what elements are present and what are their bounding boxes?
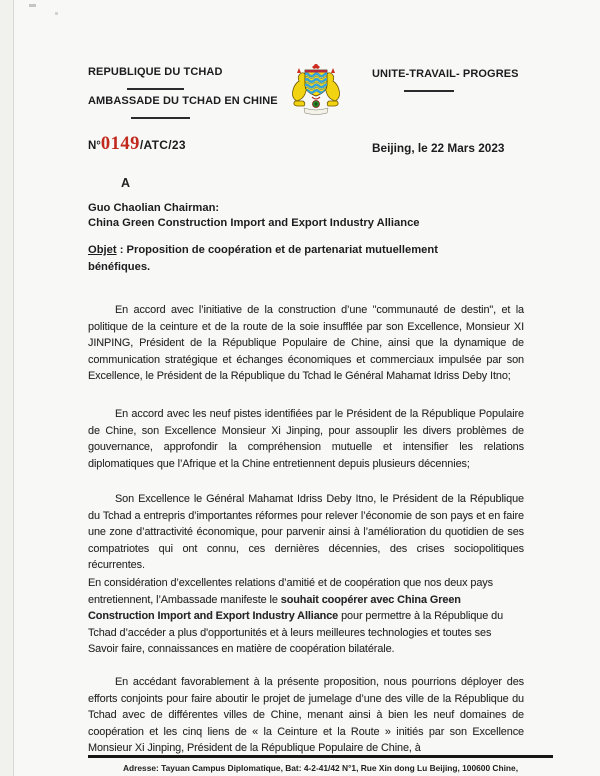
body-paragraph-5: En accédant favorablement à la présente proposition, nous pourrions déployer des efforts conjoints pour faire aboutir le projet de jumelage d’une des ville de la République du Tchad avec de différentes villes de Chine, menant ainsi à bien les neuf domaines de coopération et les cinq liens de « la Ceinture et la Route » initiés par son Excellence Monsieur Xi Jinping, Président de la République Populaire de Chine, à xyxy=(88,676,524,755)
subject-text-line2: bénéfiques. xyxy=(88,260,151,273)
footer-address: Adresse: Tayuan Campus Diplomatique, Bat: 4-2-41/42 N°1, Rue Xin dong Lu Beijing, 100600 Chine, xyxy=(122,763,519,773)
paragraph-bold-text: souhait coopérer avec China Green Construction Import and Export Industry Alliance xyxy=(88,593,461,623)
date-line: Beijing, le 22 Mars 2023 xyxy=(372,141,505,155)
header-motto: UNITE-TRAVAIL- PROGRES xyxy=(372,68,519,80)
header-divider xyxy=(404,90,454,92)
reference-prefix: N° xyxy=(88,140,101,152)
recipient-organization: China Green Construction Import and Export Industry Alliance xyxy=(88,217,420,229)
body-paragraph-4 xyxy=(88,575,516,658)
subject-label: Objet xyxy=(88,244,117,256)
scan-edge-strip xyxy=(0,0,13,776)
footer-rule xyxy=(88,755,553,758)
body-paragraph-1: En accord avec l’initiative de la construction d’une "communauté de destin", et la politique de la ceinture et de la route de la soie insufflée par son Excellence, Monsieur XI JINPING, Président de la République Populaire de Chine, ainsi que la dynamique de communication stratégique et échanges économiques et commerciaux impulsée par son Excellence, le Président de la République du Tchad le Général Mahamat Idriss Deby Itno; xyxy=(88,304,524,383)
subject-text: : Proposition de coopération et de partenariat mutuellement xyxy=(116,244,438,256)
reference-number xyxy=(88,135,186,154)
header-office: AMBASSADE DU TCHAD EN CHINE xyxy=(88,95,278,107)
reference-stamped-number: 0149 xyxy=(100,134,140,154)
chad-coat-of-arms-icon xyxy=(282,59,350,118)
body-paragraph-2: En accord avec les neuf pistes identifiées par le Président de la République Populaire de Chine, son Excellence Monsieur Xi Jinping, pour assouplir les divers problèmes de gouvernance, approfondir la compréhension mutuelle et intensifier les relations diplomatiques que l’Afrique et la Chine entretiennent depuis plusieurs décennies; xyxy=(88,408,524,470)
scan-speck xyxy=(55,12,58,15)
subject-line xyxy=(88,242,538,275)
paragraph-text: pour permettre à la République du Tchad d’accéder a plus d'opportunités et à leurs meilleures technologies et toutes ses Savoir faire, connaissances en matière de coopération bilatérale. xyxy=(88,610,504,656)
recipient-name: Guo Chaolian Chairman: xyxy=(88,202,220,214)
header-divider xyxy=(131,117,190,119)
recipient-salutation: A xyxy=(121,176,131,190)
header-country: REPUBLIQUE DU TCHAD xyxy=(88,66,223,78)
paragraph-text: En considération d’excellentes relations d’amitié et de coopération que nos deux pays entretiennent, l’Ambassade manifeste le xyxy=(88,577,493,606)
reference-suffix: /ATC/23 xyxy=(139,138,186,152)
body-paragraph-3: Son Excellence le Général Mahamat Idriss Deby Itno, le Président de la République du Tchad a entrepris d’importantes réformes pour relever l’économie de son pays et en faire une zone d’attractivité économique, pour parvenir ainsi à l’amélioration du quotidien de ses compatriotes qui ont connu, ces dernières décennies, des crises sociopolitiques récurrentes. xyxy=(88,493,524,572)
header-divider xyxy=(127,88,184,90)
scan-speck xyxy=(29,4,36,7)
scan-edge-line xyxy=(13,0,14,776)
